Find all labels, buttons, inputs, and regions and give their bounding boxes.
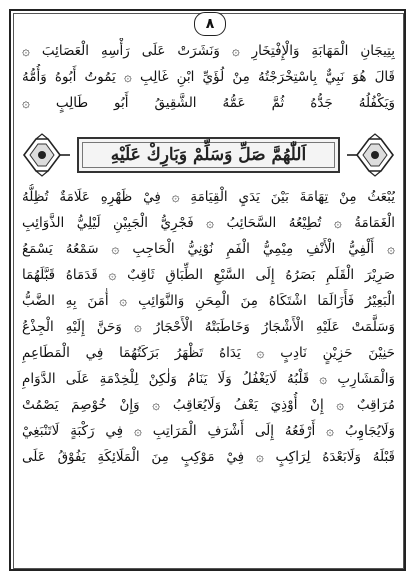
- top-text-block: [22, 38, 395, 116]
- text-line: وَالْمَشَارِبِ ۞ قَلْبُهُ لَايَغْفُلُ وَلَا يَنَامُ وَلٰكِنْ لِلْخِدْمَةِ عَلَى الدَّوَامِ: [22, 371, 395, 387]
- bottom-text-block: [22, 184, 395, 470]
- text-line: وَيَكْفُلُهُ جَدُّهُ ثُمَّ عَمُّهُ الشَّقِيقُ أَبُو طَالِبٍ ۞: [22, 95, 395, 111]
- text-line: حَنِيْنَ حَزِيْنٍ نَادِبٍ ۞ يَدَاهُ تَظْهَرُ بَرَكَتُهُمَا فِي الْمَطَاعِمِ: [22, 345, 395, 361]
- lantern-ornament-right-icon: [345, 133, 395, 177]
- text-line: وَلَايُجَاوِبُ ۞ أَرْفَعُهُ إِلَى أَشْرَفِ الْمَرَاتِبِ ۞ فِي رَكْبَةٍ لَاتَنْبَغِيْ: [22, 423, 395, 439]
- text-line: بِتِيجَانِ الْمَهَابَةِ وَالْإِفْتِخَارِ ۞ وَنَشَرَتْ عَلَى رَأْسِهِ الْعَصَائِبَ ۞: [22, 43, 395, 59]
- text-line: ۞ أَلْفِيُّ الْأَنْفِ مِيْمِيُّ الْفَمِ نُوْنِيُّ الْحَاجِبِ ۞ سَمْعُهُ يَسْمَعُ: [22, 241, 395, 257]
- text-line: قَبْلَهُ وَلَابَعْدَهُ لِرَاكِبٍ ۞ فِيْ مَوْكِبٍ مِنَ الْمَلَائِكَةِ يَفُوْقُ عَلَى: [22, 449, 395, 465]
- text-line: الْغَمَامَةُ ۞ تُطِيْعُهُ السَّحَائِبُ ۞ فَجْرِيُّ الْجَبِيْنِ لَيْلِيُّ الذَّوَائِبِ: [22, 215, 395, 231]
- text-line: مُرَاقِبٌ ۞ إِنْ أُوْذِيَ يَعْفُ وَلَايُعَاقِبُ ۞ وَإِنْ خُوْصِمَ يَصْمُتْ: [22, 397, 395, 413]
- banner-text: اَللّٰهُمَّ صَلِّ وَسَلِّمْ وَبَارِكْ عَلَيْهِ: [110, 145, 307, 165]
- text-line: صَرِيْرَ الْقَلَمِ بَصَرُهُ إِلَى السَّبْعِ الطِّبَاقِ ثَاقِبٌ ۞ قَدَمَاهُ قَبَّلَهُمَا: [22, 267, 395, 283]
- page-number: ٨: [194, 12, 226, 36]
- text-line: قَالَ هُوَ نَبِيٌّ بِاسْتِخْرَجْتُهُ مِنْ لُؤَيِّ ابْنِ غَالِبِ ۞ يَمُوتُ أَبُوهُ وَأُمُّهُ: [22, 69, 395, 85]
- lantern-ornament-left-icon: [22, 133, 72, 177]
- text-line: يُبْعَثُ مِنْ تِهَامَةَ بَيْنَ يَدَيِ الْقِيَامَةِ ۞ فِيْ ظَهْرِهِ عَلَامَةٌ تُظِلُّهُ: [22, 189, 395, 205]
- text-line: الْبَعِيْرُ فَأَزَالَمَا اشْتَكَاهُ مِنَ الْمِحَنِ وَالنَّوَائِبِ ۞ أٰمَنَ بِهِ الضَّبُّ: [22, 293, 395, 309]
- text-line: وَسَلَّمَتْ عَلَيْهِ الْأَشْجَارُ وَخَاطَبَتْهُ الْأَحْجَارُ ۞ وَحَنَّ إِلَيْهِ الْجِذْعُ: [22, 319, 395, 335]
- banner-box: [77, 137, 340, 173]
- salawat-banner: [22, 133, 395, 177]
